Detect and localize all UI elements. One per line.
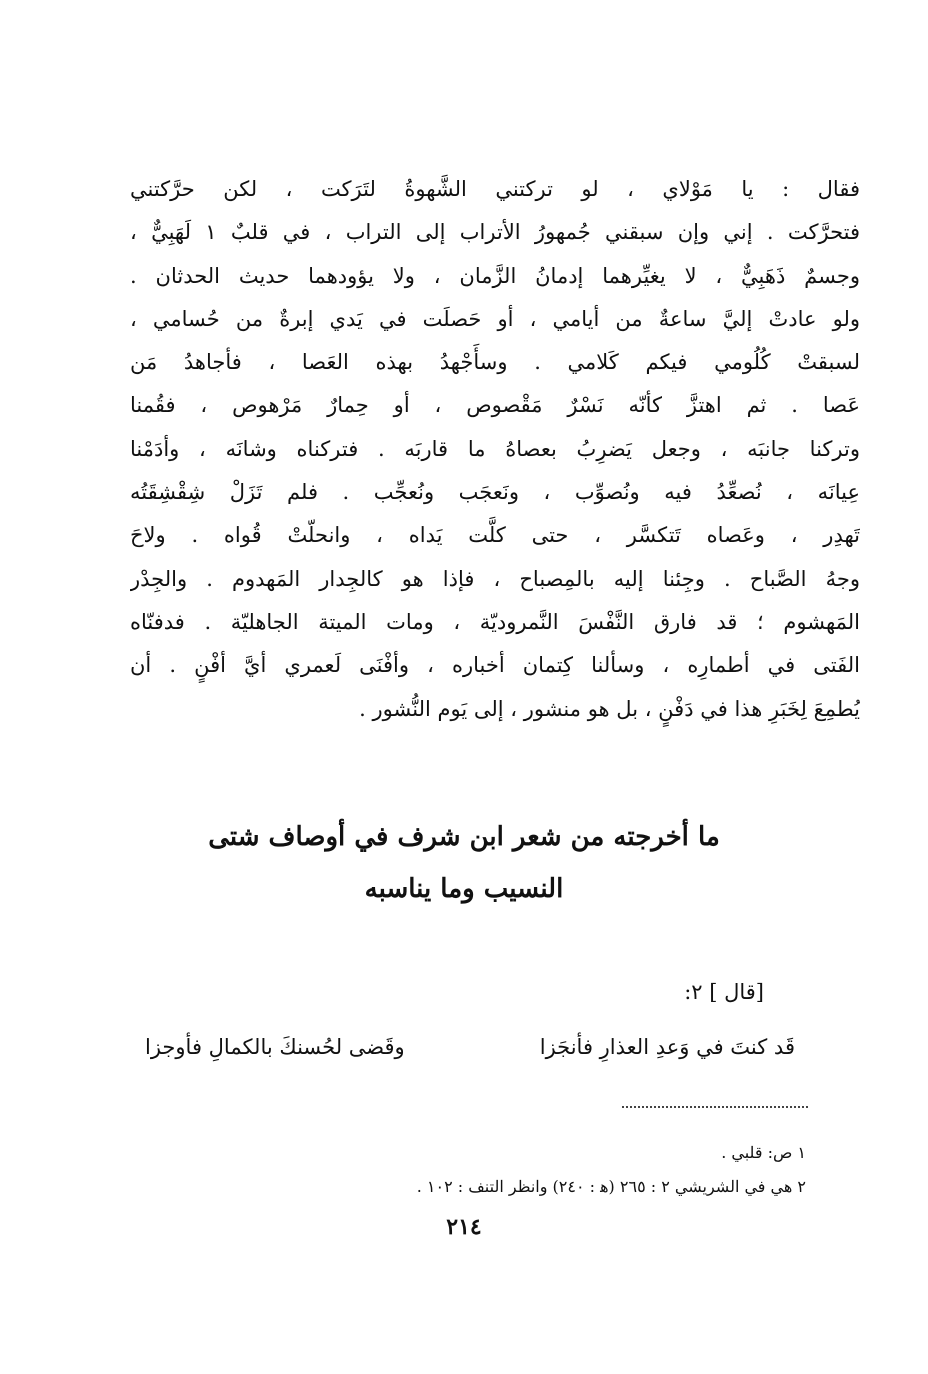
prose-line: فتحرَّكت . إني وإن سبقني جُمهورُ الأتراب إلى التراب ، في قلبٌ ١ لَهَبِيٌّ ، [130,220,860,245]
footnote: ٢ هي في الشريشي ٢ : ٢٦٥ (ﻫ : ٢٤٠) وانظر التنف : ١٠٢ . [416,1177,806,1196]
page-number: ٢١٤ [446,1214,482,1240]
prose-line: عَصا . ثم اهتزَّ كأنّه نَسْرٌ مَقْصوص ، أو حِمارٌ مَرْهوص ، فقُمنا [130,393,860,418]
prose-line: لسبقتْ كُلُومي فيكم كَلامي . وسأَجْهدُ بهذه العَصا ، فأجاهدُ مَن [130,350,860,375]
prose-line: وتركنا جانبَه ، وجعل يَضرِبُ بعصاهُ ما قاربَه . فتركناه وشانَه ، وأدَمْنا [130,436,860,461]
prose-paragraph [130,168,860,731]
section-subheading: النسيب وما يناسبه [364,874,564,904]
prose-line: وجسمٌ ذَهَبِيٌّ ، لا يغيِّرهما إدمانُ الزَّمان ، ولا يؤودهما حديث الحدثان . [130,263,860,288]
prose-line: وجهُ الصَّباح . وجِئنا إليه بالمِصباح ، فإذا هو كالجِدار المَهدوم . والجِدْر [130,566,860,591]
prose-line: المَهشوم ؛ قد فارق النَّفْسَ النَّمروديّة ، ومات الميتة الجاهليّة . فدفنّاه [130,609,860,634]
footnote: ١ ص: قلبي . [721,1143,806,1162]
section-heading: ما أخرجته من شعر ابن شرف في أوصاف شتى [208,822,720,852]
prose-line: تَهدِر ، وعَصاه تَتكسَّر ، حتى كلَّت يَداه ، وانحلّتْ قُواه . ولاحَ [130,523,860,548]
prose-line: ولو عادتْ إليَّ ساعةٌ من أيامي ، أو حَصلَت في يَدي إبرةٌ من حُسامي ، [130,306,860,331]
qala-label: [قال ] ٢: [684,980,764,1004]
footnote-divider [622,1106,808,1108]
verse-second-hemistich: وقَضى لحُسنكَ بالكمالِ فأوجزا [145,1035,405,1059]
verse-first-hemistich: قَد كنتَ في وَعدِ العذارِ فأنجَزا [539,1035,795,1059]
prose-line: يُطمِعَ لِخَبَرِ هذا في دَفْنٍ ، بل هو منشور ، إلى يَوم النُّشور . [359,696,860,721]
prose-line: الفَتى في أطمارِه ، وسألنا كِتمان أخباره ، وأفْنَى لَعمري أيَّ أفْنٍ . أن [130,653,860,678]
prose-line: عِيانَه ، نُصعِّدُ فيه ونُصوِّب ، ونَعجَب ونُعجِّب . فلم تَزَلْ شِقْشِقَتُه [130,480,860,505]
footnotes [417,1136,806,1204]
prose-line: فقال : يا مَوْلاي ، لو تركتني الشَّهوةُ لتَرَكت ، لكن حرَّكتني [130,177,860,201]
